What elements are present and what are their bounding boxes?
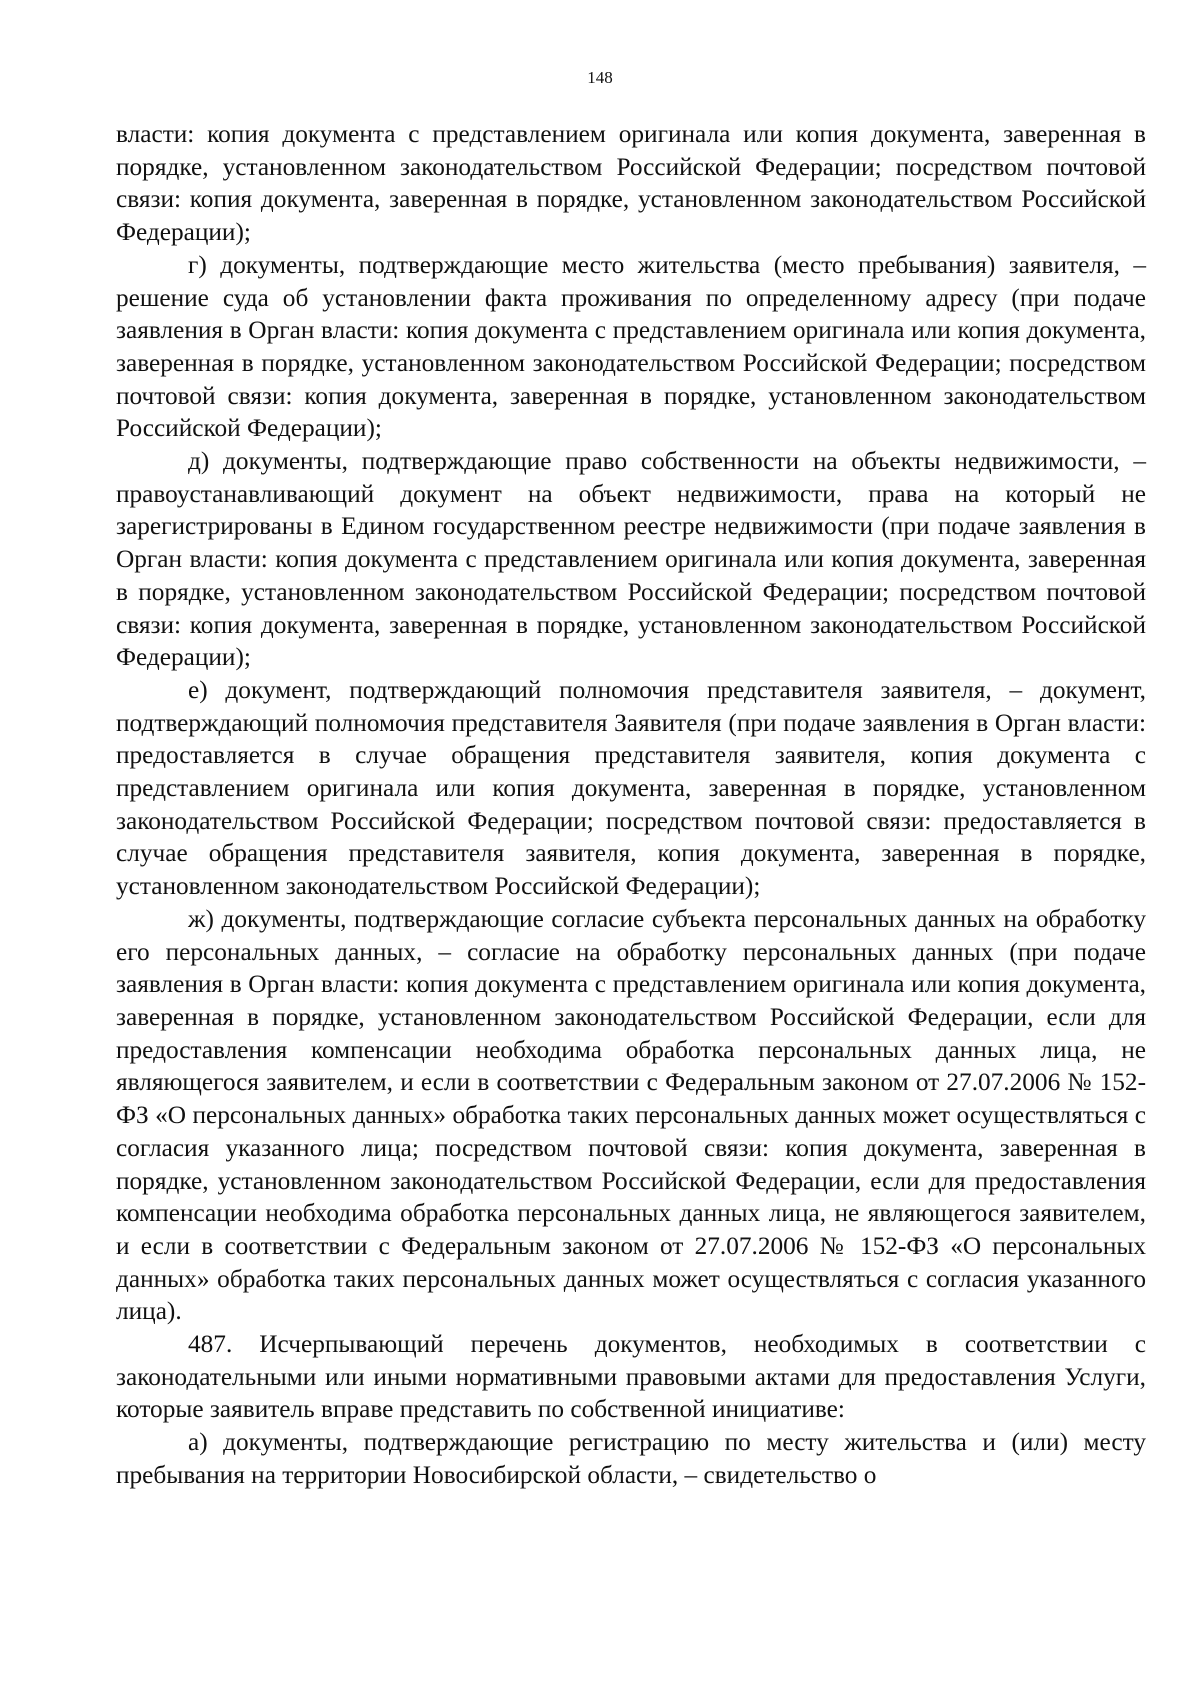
paragraph-item-d: д) документы, подтверждающие право собственности на объекты недвижимости, – правоустанавливающий документ на объект недвижимости, права на который не зарегистрированы в Едином государственном реестре недвижимости (при подаче заявления в Орган власти: копия документа с представлением оригинала или копия документа, заверенная в порядке, установленном законодательством Российской Федерации; посредством почтовой связи: копия документа, заверенная в порядке, установленном законодательством Российской Федерации); xyxy=(116,447,1146,672)
paragraph-item-zh: ж) документы, подтверждающие согласие субъекта персональных данных на обработку его персональных данных, – согласие на обработку персональных данных (при подаче заявления в Орган власти: копия документа с представлением оригинала или копия документа, заверенная в порядке, установленном законодательством Российской Федерации, если для предоставления компенсации необходима обработка персональных данных лица, не являющегося заявителем, и если в соответствии с Федеральным законом от 27.07.2006 № 152-ФЗ «О персональных данных» обработка таких персональных данных может осуществляться с согласия указанного лица; посредством почтовой связи: копия документа, заверенная в порядке, установленном законодательством Российской Федерации, если для предоставления компенсации необходима обработка персональных данных лица, не являющегося заявителем, и если в соответствии с Федеральным законом от 27.07.2006 № 152-ФЗ «О персональных данных» обработка таких персональных данных может осуществляться с согласия указанного лица). xyxy=(116,904,1146,1326)
paragraph-item-g: г) документы, подтверждающие место жительства (место пребывания) заявителя, – решение суда об установлении факта проживания по определенному адресу (при подаче заявления в Орган власти: копия документа с представлением оригинала или копия документа, заверенная в порядке, установленном законодательством Российской Федерации; посредством почтовой связи: копия документа, заверенная в порядке, установленном законодательством Российской Федерации); xyxy=(116,250,1146,443)
page-number: 148 xyxy=(587,68,613,87)
paragraph-continuation: власти: копия документа с представлением оригинала или копия документа, заверенная в порядке, установленном законодательством Российской Федерации; посредством почтовой связи: копия документа, заверенная в порядке, установленном законодательством Российской Федерации); xyxy=(116,120,1146,247)
paragraph-clause-487: 487. Исчерпывающий перечень документов, необходимых в соответствии с законодательными или иными нормативными правовыми актами для предоставления Услуги, которые заявитель вправе представить по собственной инициативе: xyxy=(116,1330,1146,1424)
paragraph-item-e: е) документ, подтверждающий полномочия представителя заявителя, – документ, подтверждающий полномочия представителя Заявителя (при подаче заявления в Орган власти: предоставляется в случае обращения представителя заявителя, копия документа с представлением оригинала или копия документа, заверенная в порядке, установленном законодательством Российской Федерации; посредством почтовой связи: предоставляется в случае обращения представителя заявителя, копия документа, заверенная в порядке, установленном законодательством Российской Федерации); xyxy=(116,675,1146,901)
document-body xyxy=(116,118,1146,1492)
paragraph-item-a: а) документы, подтверждающие регистрацию по месту жительства и (или) месту пребывания на территории Новосибирской области, – свидетельство о xyxy=(116,1428,1146,1489)
